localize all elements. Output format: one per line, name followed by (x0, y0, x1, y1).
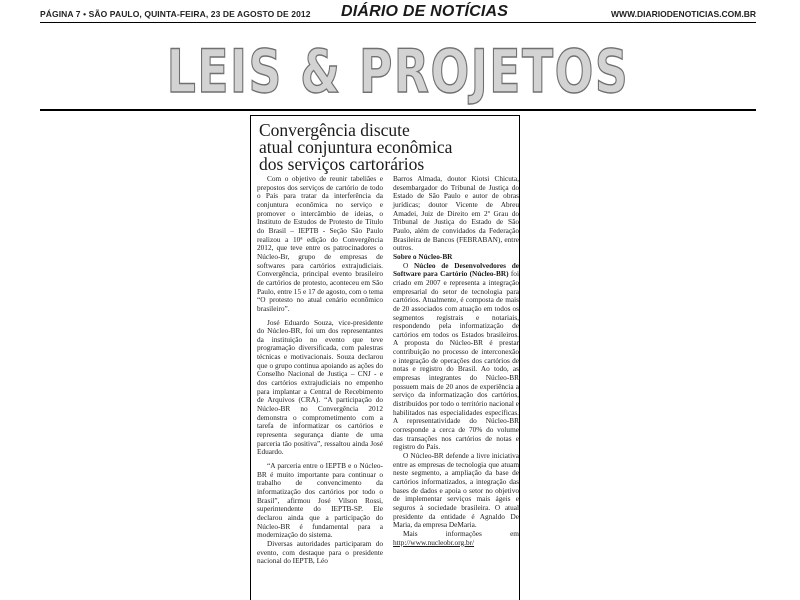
paragraph-lead: O (403, 260, 414, 270)
paragraph-body: foi criado em 2007 e representa a integração empresarial do setor de tecnologia para cartórios. Atualmente, é composta de mais de 20 associados com atuação em todos os segmentos registrais e notariais, respondendo pela informatização de cartórios em todos os Estados brasileiros. A proposta do Núcleo-BR é prestar contribuição no processo de interconexão e integração de operações dos cartórios de notas e registro do Brasil. Ao todo, as empresas integrantes do Núcleo-BR possuem mais de 20 anos de experiência a serviço da informatização dos cartórios, distribuídos por todo o território nacional e habilitados nas especialidades específicas. A representatividade do Núcleo-BR corresponde a cerca de 70% do volume das transações nos cartórios de notas e registro do País. (393, 269, 519, 452)
section-divider (40, 109, 756, 111)
organization-name: Núcleo de Desenvolvedores de Software para Cartório (Núcleo-BR) (393, 260, 519, 279)
top-divider (40, 22, 756, 23)
section-title: LEIS & PROJETOS (166, 37, 630, 107)
paragraph (393, 530, 519, 547)
headline-line-3: dos serviços cartorários (259, 154, 425, 174)
article-column-left (257, 175, 383, 566)
article-column-right (393, 175, 519, 547)
headline-line-1: Convergência discute (259, 120, 410, 140)
subheading: Sobre o Núcleo-BR (393, 251, 453, 261)
paragraph: O Núcleo-BR defende a livre iniciativa entre as empresas de tecnologia que atuam neste segmento, a ampliação da base de cartórios informatizados, a integração das bases de dados e apoia o setor no objetivo de implementar serviços mais ágeis e seguros à sociedade brasileira. O atual presidente da entidade é Agnaldo De Maria, da empresa DeMaria. (393, 451, 519, 530)
website-link[interactable]: http://www.nucleobr.org.br/ (393, 537, 475, 547)
headline-line-2: atual conjuntura econômica (259, 137, 453, 157)
paragraph: Com o objetivo de reunir tabeliães e prepostos dos serviços de cartório de todo o País para tratar da interferência da conjuntura econômica no serviço e promover o intercâmbio de ideias, o Instituto de Estudos de Protesto de Título do Brasil – IEPTB - Seção São Paulo realizou a 10ª edição do Convergência 2012, que teve entre os patrocinadores o Núcleo-Br, grupo de empresas de softwares para cartórios extrajudiciais. Convergência, principal evento brasileiro de cartórios de protesto, aconteceu em São Paulo, entre 15 e 17 de agosto, com o tema “O protesto no atual cenário econômico brasileiro”. (257, 174, 383, 313)
paragraph: José Eduardo Souza, vice-presidente do Núcleo-BR, foi um dos representantes da instituição no evento que teve programação diversificada, com palestras técnicas e motivacionais. Souza declarou que o grupo continua apoiando as ações do Conselho Nacional de Justiça – CNJ - e dos cartórios extrajudiciais no empenho para implantar a Central de Recebimento de Arquivos (CRA). “A participação do Núcleo-BR no Convergência 2012 demonstra o comprometimento com a tarefa de informatizar os cartórios e representa segurança diante de uma parceria tão positiva”, ressaltou ainda José Eduardo. (257, 317, 383, 457)
paragraph (393, 262, 519, 452)
page-info: PÁGINA 7 • SÃO PAULO, QUINTA-FEIRA, 23 DE AGOSTO DE 2012 (40, 9, 311, 19)
paragraph: Diversas autoridades participaram do evento, com destaque para o presidente nacional do IEPTB, Léo (257, 538, 383, 566)
newspaper-logo: DIÁRIO DE NOTÍCIAS (341, 3, 509, 20)
website-url[interactable]: WWW.DIARIODENOTICIAS.COM.BR (611, 9, 756, 19)
paragraph: “A parceria entre o IEPTB e o Núcleo-BR é muito importante para continuar o trabalho de convencimento da informatização dos cartórios por todo o Brasil”, afirmou José Vilson Rossi, superintendente do IEPTB-SP. Ele declarou ainda que a participação do Núcleo-BR é fundamental para a modernização do sistema. (257, 461, 383, 540)
article-box (250, 115, 520, 600)
article-headline (259, 122, 514, 173)
paragraph: Barros Almada, doutor Kiotsi Chicuta, desembargador do Tribunal de Justiça do Estado de São Paulo e autor de obras jurídicas; doutor Vicente de Abreu Amadei, Juiz de Direito em 2º Grau do Tribunal de Justiça do Estado de São Paulo, além de convidados da Federação Brasileira de Bancos (FEBRABAN), entre outros. (393, 174, 519, 253)
paragraph-text: Mais informações em (403, 528, 519, 538)
